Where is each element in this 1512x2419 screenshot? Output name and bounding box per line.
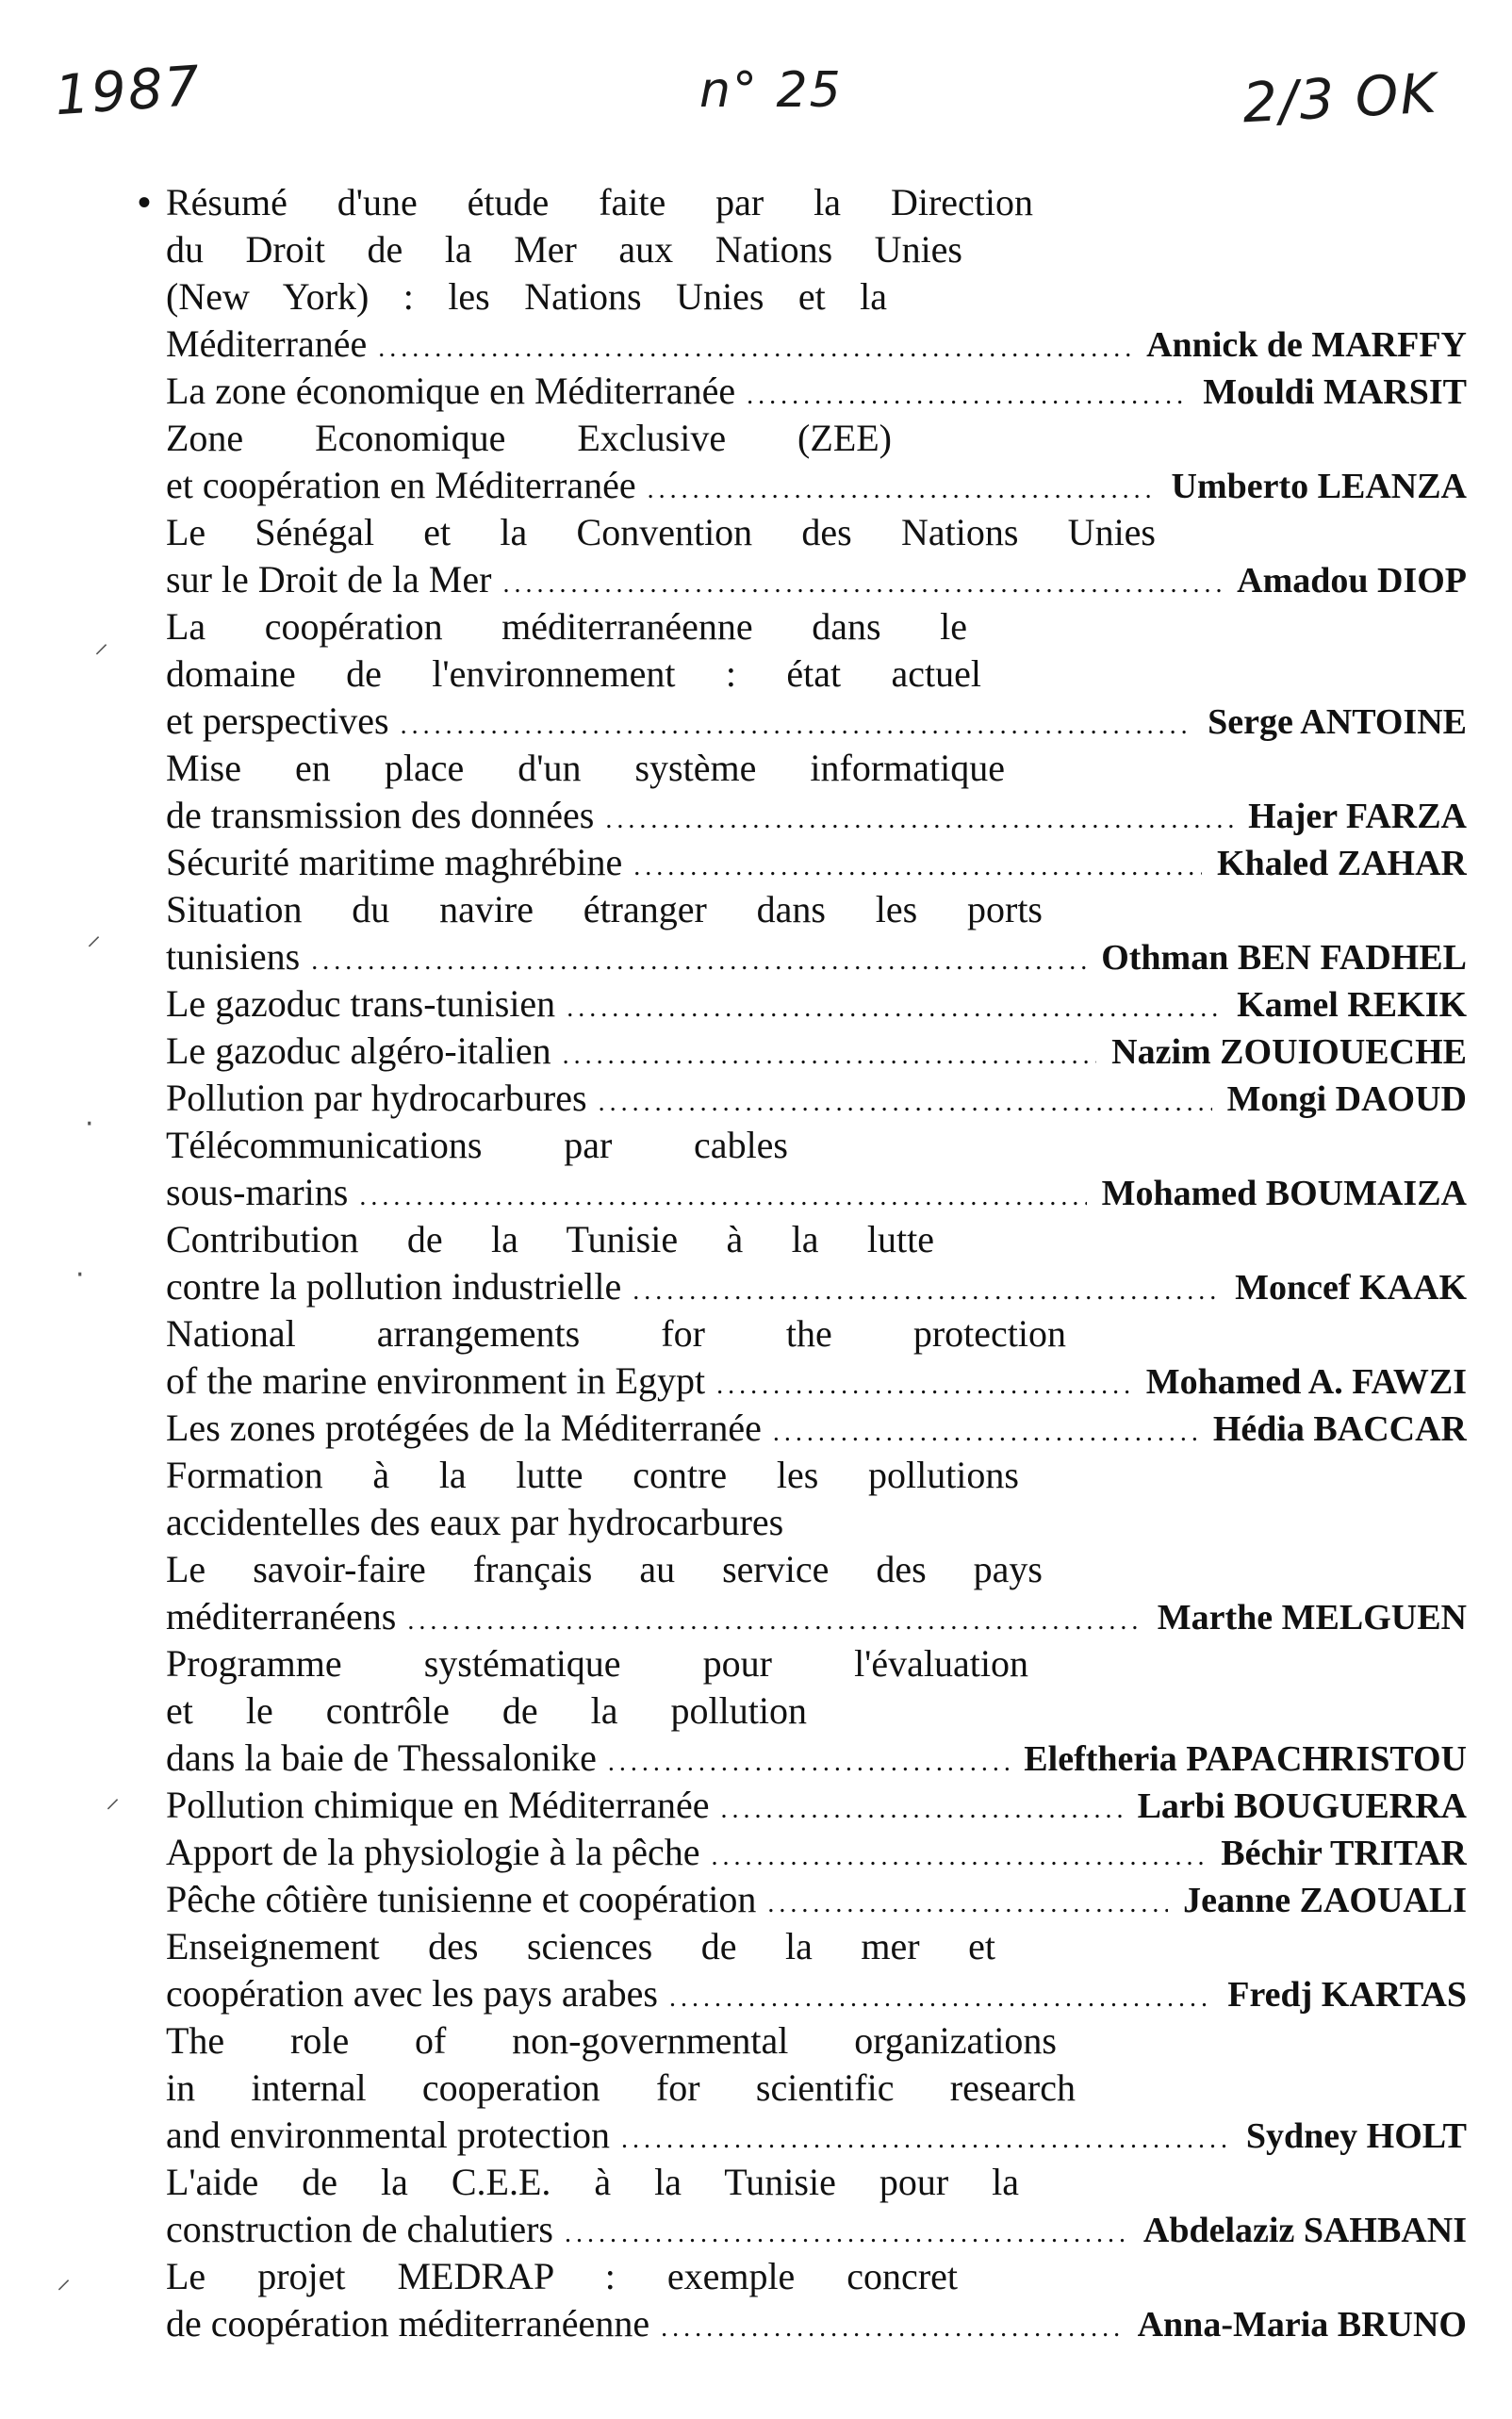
toc-title-line: Le gazoduc trans-tunisien <box>166 982 556 1025</box>
toc-title-line: National arrangements for the protection <box>166 1312 1066 1355</box>
toc-author: Jeanne ZAOUALI <box>1183 1881 1467 1920</box>
toc-title-line: in internal cooperation for scientific research <box>166 2066 1076 2109</box>
leader-dots <box>565 2211 1128 2253</box>
toc-author: Mouldi MARSIT <box>1203 372 1467 412</box>
toc-title-line: Pêche côtière tunisienne et coopération <box>166 1878 757 1920</box>
toc-author: Mohamed BOUMAIZA <box>1101 1174 1467 1213</box>
toc-title-author-line <box>166 556 1467 603</box>
toc-title-author-line <box>166 1782 1467 1829</box>
toc-title-author-line <box>166 368 1467 415</box>
toc-entry <box>166 1876 1467 1923</box>
toc-entry <box>166 1075 1467 1122</box>
toc-title-line: Situation du navire étranger dans les ports <box>166 888 1043 930</box>
toc-title-line: Pollution par hydrocarbures <box>166 1077 587 1119</box>
toc-title-line: Programme systématique pour l'évaluation <box>166 1642 1028 1685</box>
toc-title-author-line <box>166 792 1467 839</box>
toc-author: Abdelaziz SAHBANI <box>1142 2211 1467 2250</box>
toc-title-line: de transmission des données <box>166 794 595 836</box>
leader-dots <box>633 1268 1220 1310</box>
toc-author: Kamel REKIK <box>1237 985 1467 1025</box>
toc-author: Béchir TRITAR <box>1221 1834 1467 1873</box>
leader-dots <box>502 561 1222 603</box>
toc-entry <box>166 1782 1467 1829</box>
toc-title-line: Mise en place d'un système informatique <box>166 747 1005 789</box>
toc-entry <box>166 1640 1467 1782</box>
toc-author: Hajer FARZA <box>1248 797 1467 836</box>
toc-author: Annick de MARFFY <box>1146 325 1467 365</box>
leader-dots <box>648 467 1157 509</box>
toc-author: Sydney HOLT <box>1245 2116 1467 2156</box>
toc-title-author-line <box>166 2206 1467 2253</box>
leader-dots <box>633 844 1202 886</box>
toc-title-author-line <box>166 1075 1467 1122</box>
toc-title-line: Le projet MEDRAP : exemple concret <box>166 2255 958 2297</box>
toc-title-line: L'aide de la C.E.E. à la Tunisie pour la <box>166 2161 1019 2203</box>
toc-author: Khaled ZAHAR <box>1217 844 1467 883</box>
toc-entry <box>166 415 1467 509</box>
toc-entry <box>166 1829 1467 1876</box>
toc-title-author-line <box>166 1970 1467 2017</box>
margin-mark: ⸝ <box>87 919 101 952</box>
toc-title-author-line <box>166 1169 1467 1216</box>
toc-title-line: Apport de la physiologie à la pêche <box>166 1831 700 1873</box>
toc-entry <box>166 1405 1467 1452</box>
leader-dots <box>359 1174 1086 1216</box>
handwritten-number: n° 25 <box>699 62 843 119</box>
margin-mark: · <box>75 1259 85 1292</box>
toc-title-author-line <box>166 2112 1467 2159</box>
leader-dots <box>669 1975 1212 2017</box>
toc-title-line: tunisiens <box>166 935 301 978</box>
toc-entry <box>166 509 1467 603</box>
toc-entry <box>166 368 1467 415</box>
toc-title-line: du Droit de la Mer aux Nations Unies <box>166 228 962 271</box>
leader-dots <box>721 1786 1123 1829</box>
toc-title-line: sous-marins <box>166 1171 349 1213</box>
toc-title-author-line <box>166 2300 1467 2347</box>
toc-title-line: et le contrôle de la pollution <box>166 1689 807 1732</box>
toc-title-line: dans la baie de Thessalonike <box>166 1736 597 1779</box>
toc-title-author-line <box>166 1829 1467 1876</box>
toc-title-line: (New York) : les Nations Unies et la <box>166 275 887 318</box>
toc-author: Umberto LEANZA <box>1171 467 1467 506</box>
toc-title-author-line <box>166 839 1467 886</box>
toc-title-line: coopération avec les pays arabes <box>166 1972 658 2015</box>
toc-author: Amadou DIOP <box>1237 561 1467 601</box>
toc-title-line: sur le Droit de la Mer <box>166 558 492 601</box>
toc-entry <box>166 1923 1467 2017</box>
bullet-icon: • <box>138 181 152 223</box>
toc-author: Moncef KAAK <box>1235 1268 1467 1308</box>
toc-title-author-line <box>166 321 1467 368</box>
toc-author: Marthe MELGUEN <box>1157 1598 1467 1637</box>
toc-title-line: construction de chalutiers <box>166 2208 553 2250</box>
toc-title-line: Résumé d'une étude faite par la Direction <box>166 181 1033 223</box>
toc-title-author-line <box>166 1876 1467 1923</box>
toc-title-author-line <box>166 933 1467 980</box>
toc-title-line: Contribution de la Tunisie à la lutte <box>166 1218 934 1260</box>
toc-entry <box>166 1310 1467 1405</box>
toc-title-author-line <box>166 1028 1467 1075</box>
toc-entry <box>166 603 1467 745</box>
toc-entry <box>166 839 1467 886</box>
toc-title-line: and environmental protection <box>166 2114 610 2156</box>
toc-title-line: Sécurité maritime maghrébine <box>166 841 623 883</box>
toc-title-author-line <box>166 698 1467 745</box>
toc-entry <box>166 2159 1467 2253</box>
toc-entry <box>166 980 1467 1028</box>
toc-author: Othman BEN FADHEL <box>1101 938 1467 978</box>
margin-mark: · <box>85 1108 94 1141</box>
toc-title-line: domaine de l'environnement : état actuel <box>166 652 981 695</box>
toc-entry <box>166 745 1467 839</box>
toc-title-line: accidentelles des eaux par hydrocarbures <box>166 1501 784 1543</box>
leader-dots <box>716 1362 1131 1405</box>
margin-mark: ⸝ <box>57 2263 71 2296</box>
toc-title-line: contre la pollution industrielle <box>166 1265 622 1308</box>
toc-title-line: La coopération méditerranéenne dans le <box>166 605 967 648</box>
margin-mark: ⸝ <box>106 1782 120 1815</box>
leader-dots <box>407 1598 1142 1640</box>
margin-mark: ⸝ <box>94 627 108 660</box>
leader-dots <box>567 985 1222 1028</box>
leader-dots <box>621 2116 1231 2159</box>
table-of-contents <box>138 179 1467 2347</box>
leader-dots <box>767 1881 1168 1923</box>
toc-entry <box>166 1216 1467 1310</box>
leader-dots <box>599 1079 1212 1122</box>
toc-title-author-line <box>166 1735 1467 1782</box>
toc-title-line: de coopération méditerranéenne <box>166 2302 650 2345</box>
leader-dots <box>773 1409 1198 1452</box>
toc-title-author-line <box>166 1593 1467 1640</box>
toc-title-line: Formation à la lutte contre les pollutions <box>166 1454 1019 1496</box>
toc-title-line: et perspectives <box>166 699 389 742</box>
toc-title-author-line <box>166 980 1467 1028</box>
leader-dots <box>711 1834 1206 1876</box>
toc-title-line: Télécommunications par cables <box>166 1124 788 1166</box>
toc-entry <box>166 886 1467 980</box>
toc-title-author-line <box>166 1263 1467 1310</box>
leader-dots <box>747 372 1188 415</box>
toc-title-line: Le Sénégal et la Convention des Nations Unies <box>166 511 1156 553</box>
toc-author: Mongi DAOUD <box>1226 1079 1467 1119</box>
toc-author: Eleftheria PAPACHRISTOU <box>1024 1739 1467 1779</box>
toc-title-line: Pollution chimique en Méditerranée <box>166 1784 710 1826</box>
leader-dots <box>378 325 1131 368</box>
toc-title-line: et coopération en Méditerranée <box>166 464 636 506</box>
toc-author: Hédia BACCAR <box>1212 1409 1467 1449</box>
leader-dots <box>608 1739 1009 1782</box>
toc-title-line: méditerranéens <box>166 1595 397 1637</box>
leader-dots <box>563 1032 1096 1075</box>
toc-title-author-line <box>166 1405 1467 1452</box>
toc-title-line: Enseignement des sciences de la mer et <box>166 1925 995 1967</box>
toc-title-line: Zone Economique Exclusive (ZEE) <box>166 417 892 459</box>
toc-author: Larbi BOUGUERRA <box>1137 1786 1467 1826</box>
toc-author: Fredj KARTAS <box>1227 1975 1467 2015</box>
leader-dots <box>311 938 1086 980</box>
toc-entry <box>166 179 1467 368</box>
toc-title-line: Les zones protégées de la Méditerranée <box>166 1407 762 1449</box>
toc-title-author-line <box>166 462 1467 509</box>
handwritten-reference: 2/3 OK <box>1241 60 1440 136</box>
toc-entry <box>166 2017 1467 2159</box>
toc-author: Anna-Maria BRUNO <box>1137 2305 1467 2345</box>
toc-author: Serge ANTOINE <box>1208 702 1467 742</box>
toc-title-author-line <box>166 1358 1467 1405</box>
toc-title-line: The role of non-governmental organizations <box>166 2019 1057 2062</box>
toc-entry <box>166 1028 1467 1075</box>
leader-dots <box>605 797 1233 839</box>
toc-title-line: Le gazoduc algéro-italien <box>166 1029 551 1072</box>
toc-entry <box>166 1122 1467 1216</box>
toc-entry <box>166 2253 1467 2347</box>
leader-dots <box>401 702 1193 745</box>
handwritten-year: 1987 <box>52 53 204 128</box>
toc-title-line: Méditerranée <box>166 322 368 365</box>
toc-author: Nazim ZOUIOUECHE <box>1111 1032 1467 1072</box>
toc-title-line: La zone économique en Méditerranée <box>166 370 736 412</box>
toc-author: Mohamed A. FAWZI <box>1145 1362 1467 1402</box>
leader-dots <box>661 2305 1123 2347</box>
toc-entry <box>166 1452 1467 1640</box>
toc-title-line: of the marine environment in Egypt <box>166 1359 706 1402</box>
toc-title-line: Le savoir-faire français au service des pays <box>166 1548 1043 1590</box>
